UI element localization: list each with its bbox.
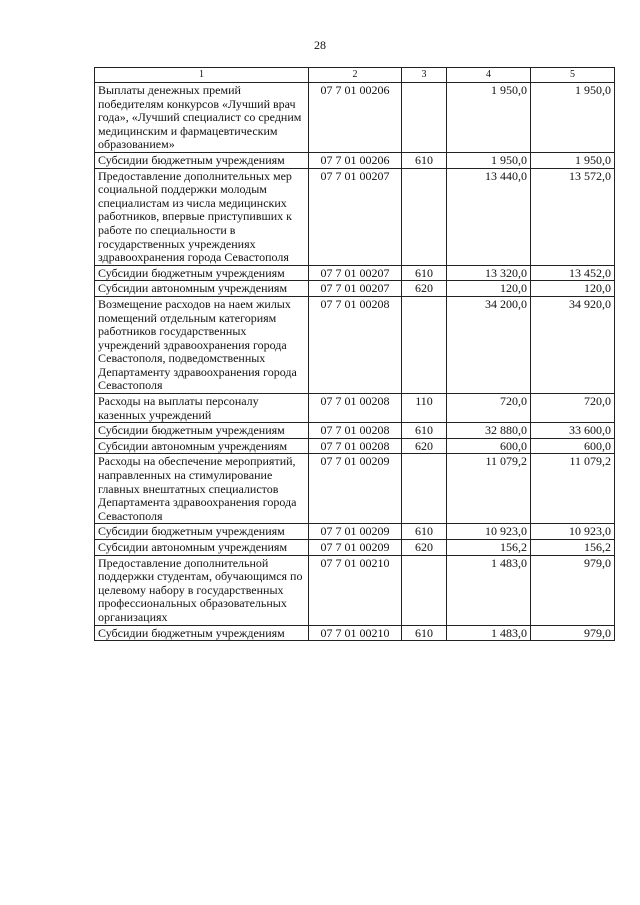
table-row bbox=[95, 524, 615, 540]
table-row bbox=[95, 540, 615, 556]
row-type-cell: 610 bbox=[402, 524, 447, 540]
row-name-cell: Субсидии бюджетным учреждениям bbox=[95, 423, 309, 439]
row-code-cell: 07 7 01 00209 bbox=[309, 454, 402, 524]
row-name-cell: Предоставление дополнительных мер социальной поддержки молодым специалистам из числа медицинских работников, впервые приступивших к работе по специальности в государственных учреждениях здравоохранения города Севастополя bbox=[95, 168, 309, 265]
row-code-cell: 07 7 01 00207 bbox=[309, 168, 402, 265]
row-type-cell bbox=[402, 296, 447, 393]
row-value-2-cell: 600,0 bbox=[531, 438, 615, 454]
row-code-cell: 07 7 01 00208 bbox=[309, 423, 402, 439]
row-type-cell: 620 bbox=[402, 281, 447, 297]
row-value-1-cell: 13 440,0 bbox=[447, 168, 531, 265]
row-value-1-cell: 10 923,0 bbox=[447, 524, 531, 540]
row-value-2-cell: 156,2 bbox=[531, 540, 615, 556]
row-value-1-cell: 1 950,0 bbox=[447, 152, 531, 168]
table-row bbox=[95, 168, 615, 265]
header-cell: 5 bbox=[531, 68, 615, 83]
row-value-1-cell: 1 483,0 bbox=[447, 555, 531, 625]
row-type-cell: 620 bbox=[402, 438, 447, 454]
row-type-cell: 110 bbox=[402, 394, 447, 423]
row-name-cell: Субсидии бюджетным учреждениям bbox=[95, 152, 309, 168]
row-value-2-cell: 10 923,0 bbox=[531, 524, 615, 540]
row-type-cell: 610 bbox=[402, 265, 447, 281]
row-code-cell: 07 7 01 00208 bbox=[309, 296, 402, 393]
table-row bbox=[95, 152, 615, 168]
header-cell: 4 bbox=[447, 68, 531, 83]
row-name-cell: Расходы на обеспечение мероприятий, направленных на стимулирование главных внештатных специалистов Департамента здравоохранения города Севастополя bbox=[95, 454, 309, 524]
row-code-cell: 07 7 01 00209 bbox=[309, 540, 402, 556]
row-name-cell: Субсидии бюджетным учреждениям bbox=[95, 524, 309, 540]
row-value-2-cell: 13 572,0 bbox=[531, 168, 615, 265]
row-value-2-cell: 120,0 bbox=[531, 281, 615, 297]
row-name-cell: Субсидии бюджетным учреждениям bbox=[95, 265, 309, 281]
header-cell: 1 bbox=[95, 68, 309, 83]
table-row bbox=[95, 438, 615, 454]
table-row bbox=[95, 454, 615, 524]
row-type-cell bbox=[402, 168, 447, 265]
row-type-cell bbox=[402, 83, 447, 153]
row-name-cell: Возмещение расходов на наем жилых помещений отдельным категориям работников государственных учреждений здравоохранения города Севастополя, подведомственных Департаменту здравоохранения города Севастополя bbox=[95, 296, 309, 393]
row-value-2-cell: 1 950,0 bbox=[531, 83, 615, 153]
row-name-cell: Выплаты денежных премий победителям конкурсов «Лучший врач года», «Лучший специалист со средним медицинским и фармацевтическим образованием» bbox=[95, 83, 309, 153]
row-code-cell: 07 7 01 00210 bbox=[309, 555, 402, 625]
header-cell: 2 bbox=[309, 68, 402, 83]
table-row bbox=[95, 83, 615, 153]
table-header-row bbox=[95, 68, 615, 83]
row-type-cell: 610 bbox=[402, 625, 447, 641]
row-value-2-cell: 11 079,2 bbox=[531, 454, 615, 524]
row-value-2-cell: 1 950,0 bbox=[531, 152, 615, 168]
row-type-cell bbox=[402, 454, 447, 524]
row-code-cell: 07 7 01 00209 bbox=[309, 524, 402, 540]
row-code-cell: 07 7 01 00208 bbox=[309, 438, 402, 454]
row-value-1-cell: 1 483,0 bbox=[447, 625, 531, 641]
row-type-cell: 610 bbox=[402, 423, 447, 439]
row-code-cell: 07 7 01 00208 bbox=[309, 394, 402, 423]
row-value-2-cell: 33 600,0 bbox=[531, 423, 615, 439]
table-row bbox=[95, 296, 615, 393]
table-row bbox=[95, 625, 615, 641]
row-code-cell: 07 7 01 00210 bbox=[309, 625, 402, 641]
row-value-1-cell: 720,0 bbox=[447, 394, 531, 423]
row-value-1-cell: 11 079,2 bbox=[447, 454, 531, 524]
row-value-2-cell: 34 920,0 bbox=[531, 296, 615, 393]
row-name-cell: Субсидии автономным учреждениям bbox=[95, 438, 309, 454]
row-type-cell: 620 bbox=[402, 540, 447, 556]
row-value-1-cell: 34 200,0 bbox=[447, 296, 531, 393]
row-value-1-cell: 1 950,0 bbox=[447, 83, 531, 153]
row-value-1-cell: 120,0 bbox=[447, 281, 531, 297]
row-value-2-cell: 979,0 bbox=[531, 625, 615, 641]
row-value-2-cell: 13 452,0 bbox=[531, 265, 615, 281]
table-row bbox=[95, 281, 615, 297]
row-code-cell: 07 7 01 00206 bbox=[309, 83, 402, 153]
table-row bbox=[95, 265, 615, 281]
row-value-2-cell: 979,0 bbox=[531, 555, 615, 625]
row-value-1-cell: 32 880,0 bbox=[447, 423, 531, 439]
row-code-cell: 07 7 01 00207 bbox=[309, 281, 402, 297]
budget-table bbox=[94, 67, 615, 641]
row-code-cell: 07 7 01 00207 bbox=[309, 265, 402, 281]
row-type-cell: 610 bbox=[402, 152, 447, 168]
row-code-cell: 07 7 01 00206 bbox=[309, 152, 402, 168]
row-value-2-cell: 720,0 bbox=[531, 394, 615, 423]
table-row bbox=[95, 394, 615, 423]
row-name-cell: Субсидии бюджетным учреждениям bbox=[95, 625, 309, 641]
row-name-cell: Субсидии автономным учреждениям bbox=[95, 281, 309, 297]
header-cell: 3 bbox=[402, 68, 447, 83]
row-value-1-cell: 156,2 bbox=[447, 540, 531, 556]
row-name-cell: Субсидии автономным учреждениям bbox=[95, 540, 309, 556]
row-value-1-cell: 13 320,0 bbox=[447, 265, 531, 281]
row-name-cell: Предоставление дополнительной поддержки студентам, обучающимся по целевому набору в государственных профессиональных образовательных организациях bbox=[95, 555, 309, 625]
page-number: 28 bbox=[314, 38, 326, 52]
table-row bbox=[95, 555, 615, 625]
row-name-cell: Расходы на выплаты персоналу казенных учреждений bbox=[95, 394, 309, 423]
row-value-1-cell: 600,0 bbox=[447, 438, 531, 454]
table-row bbox=[95, 423, 615, 439]
row-type-cell bbox=[402, 555, 447, 625]
